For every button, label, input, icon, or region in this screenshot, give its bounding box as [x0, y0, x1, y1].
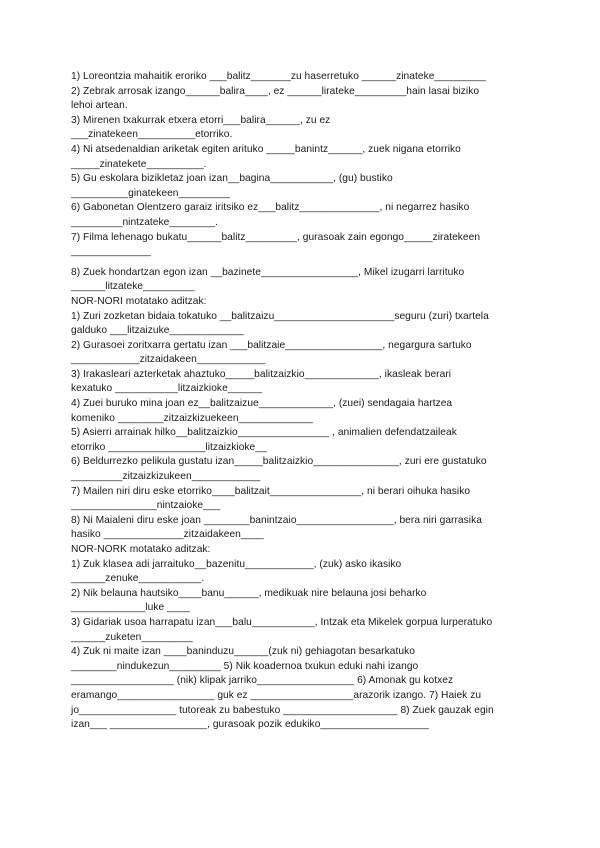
- text-line: galduko ___litzaizuke_____________: [71, 325, 244, 337]
- text-line: __________________ (nik) klipak jarriko_________________ 6) Amonak gu kotxez: [71, 675, 454, 687]
- text-line: lehoi artean.: [71, 100, 128, 112]
- text-line: 7) Filma lehenago bukatu______balitz_________, gurasoak zain egongo_____ziratekeen: [71, 231, 481, 243]
- text-line: ______zenuke___________.: [71, 573, 205, 585]
- text-line: 2) Nik belauna hautsiko____banu______, medikuak nire belauna josi beharko: [71, 587, 427, 599]
- text-line: _____zinatekete__________.: [71, 158, 207, 170]
- text-line: _________zitzaizkizukeen____________: [71, 471, 261, 483]
- text-line: ______________: [71, 246, 152, 258]
- text-line: _________nintzateke________.: [71, 216, 218, 228]
- text-line: komeniko ________zitzaizkizuekeen_____________: [71, 412, 313, 424]
- text-line: ____________zitzaidakeen____________: [71, 354, 266, 366]
- text-line: eramango_________________ guk ez __________________arazorik izango. 7) Haiek zu: [71, 689, 482, 701]
- text-line: etorriko _________________litzaizkioke__: [71, 441, 267, 453]
- text-line: NOR-NORI motatako aditzak:: [71, 295, 207, 307]
- text-line: hasiko ______________zitzaidakeen____: [71, 529, 264, 541]
- worksheet-page: [71, 70, 523, 733]
- text-line: 3) Mirenen txakurrak etxera etorri___balira______, zu ez: [71, 114, 331, 126]
- text-line: 4) Zuk ni maite izan ____baninduzu______(zuk ni) gehiagotan besarkatuko: [71, 646, 415, 658]
- text-line: izan___ _________________, gurasoak pozik edukiko___________________: [71, 719, 430, 731]
- text-line: 2) Zebrak arrosak izango______balira____, ez ______lirateke_________hain lasai biziko: [71, 85, 480, 97]
- text-line: _____________luke ____: [71, 602, 190, 614]
- text-line: NOR-NORK motatako aditzak:: [71, 544, 211, 555]
- text-line: 4) Ni atsedenaldian ariketak egiten arituko _____banintz______, zuek nigana etorriko: [71, 143, 461, 155]
- text-line: kexatuko ___________litzaizkioke______: [71, 383, 263, 395]
- text-line: 6) Beldurrezko pelikula gustatu izan_____balitzaizkio_______________, zuri ere gustatuko: [71, 456, 487, 468]
- text-line: 3) Gidariak usoa harrapatu izan___balu___________, Intzak eta Mikelek gorpua lurperatuko: [71, 616, 493, 628]
- text-line: 6) Gabonetan Olentzero garaiz iritsiko ez___balitz______________, ni negarrez hasiko: [71, 202, 470, 214]
- text-line: 3) Irakasleari azterketak ahaztuko_____balitzaizkio_____________, ikasleak berari: [71, 368, 452, 380]
- text-line: __________ginatekeen_________: [71, 187, 230, 199]
- text-line: ________nindukezun_________ 5) Nik koadernoa txukun eduki nahi izango: [71, 660, 419, 672]
- text-line: _______________nintzaioke___: [71, 500, 221, 512]
- text-line: ______zuketen_________: [71, 631, 193, 643]
- text-line: 8) Zuek hondartzan egon izan __bazinete_________________, Mikel izugarri larrituko: [71, 266, 465, 278]
- text-line: 1) Loreontzia mahaitik eroriko ___balitz_______zu haserretuko ______zinateke_________: [71, 71, 486, 82]
- text-line: 1) Zuri zozketan bidaia tokatuko __balitzaizu_____________________seguru (zuri) txartela: [71, 310, 489, 322]
- text-line: 5) Asierri arrainak hilko__balitzaizkio________________ , animalien defendatzaileak: [71, 427, 457, 439]
- text-line: 1) Zuk klasea adi jarraituko__bazenitu____________, (zuk) asko ikasiko: [71, 558, 402, 570]
- text-line: 2) Gurasoei zoritxarra gertatu izan ___balitzaie_________________, negargura sartuko: [71, 339, 472, 351]
- text-line: 8) Ni Maialeni diru eske joan ________banintzaio_________________, bera niri garrasika: [71, 514, 482, 526]
- text-line: 7) Mailen niri diru eske etorriko____balitzait________________, ni berari oihuka hasiko: [71, 485, 471, 497]
- text-line: 4) Zuei buruko mina joan ez__balitzaizue_____________, (zuei) sendagaia hartzea: [71, 398, 453, 410]
- text-line: ______litzateke_________: [71, 281, 195, 293]
- text-line: ___zinatekeen__________etorriko.: [71, 129, 233, 141]
- text-line: jo_________________ tutoreak zu babestuko ____________________ 8) Zuek gauzak egin: [71, 704, 494, 716]
- text-line: 5) Gu eskolara bizikletaz joan izan__bagina___________, (gu) bustiko: [71, 173, 393, 185]
